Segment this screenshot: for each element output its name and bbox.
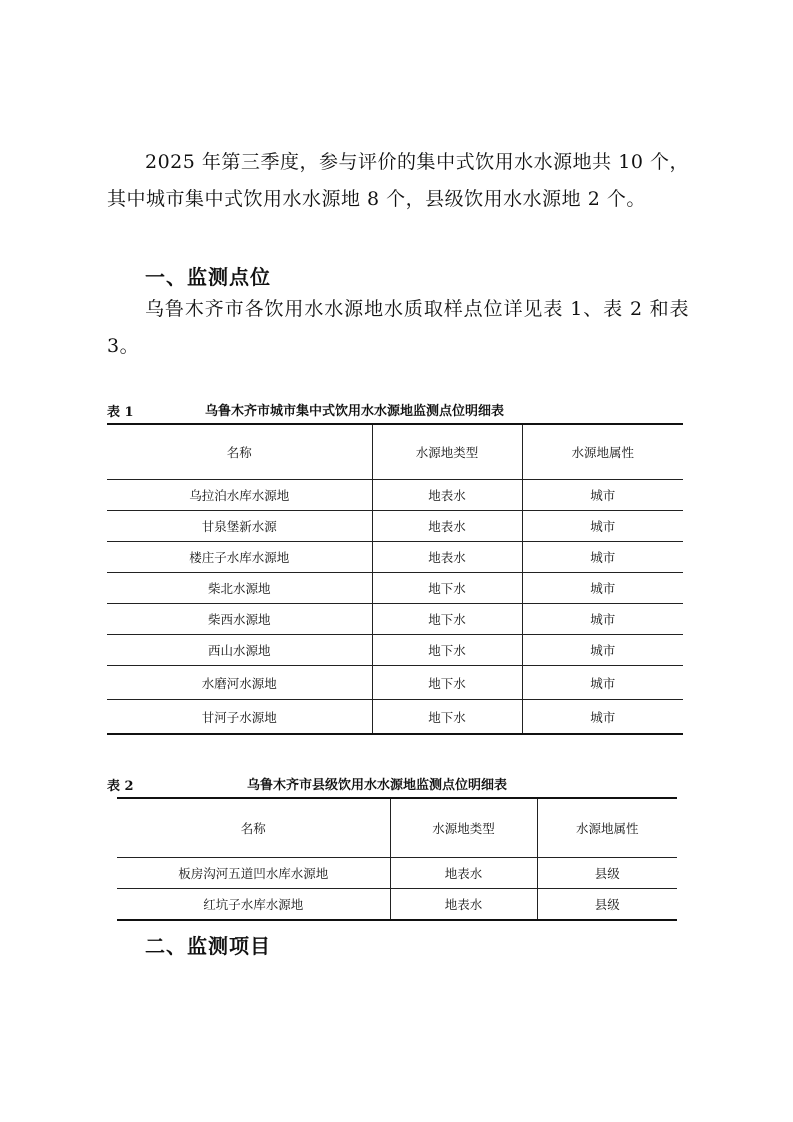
- cell-attribute: 县级: [537, 858, 677, 889]
- column-header-attribute: 水源地属性: [522, 424, 683, 480]
- cell-type: 地表水: [372, 480, 522, 511]
- cell-name: 红坑子水库水源地: [117, 889, 390, 921]
- column-header-name: 名称: [117, 798, 390, 858]
- cell-name: 板房沟河五道凹水库水源地: [117, 858, 390, 889]
- cell-name: 西山水源地: [107, 635, 372, 666]
- section-heading-monitoring-points: 一、监测点位: [145, 265, 271, 289]
- cell-type: 地下水: [372, 700, 522, 735]
- cell-attribute: 城市: [522, 480, 683, 511]
- cell-name: 柴北水源地: [107, 573, 372, 604]
- cell-name: 甘河子水源地: [107, 700, 372, 735]
- cell-name: 柴西水源地: [107, 604, 372, 635]
- cell-type: 地下水: [372, 573, 522, 604]
- cell-attribute: 城市: [522, 511, 683, 542]
- table1-title: 乌鲁木齐市城市集中式饮用水水源地监测点位明细表: [205, 404, 505, 419]
- table-row: [107, 542, 683, 573]
- table-row: [117, 889, 677, 921]
- table-row: [107, 480, 683, 511]
- cell-type: 地表水: [372, 542, 522, 573]
- column-header-attribute: 水源地属性: [537, 798, 677, 858]
- cell-name: 楼庄子水库水源地: [107, 542, 372, 573]
- cell-attribute: 县级: [537, 889, 677, 921]
- table-row: [107, 604, 683, 635]
- cell-name: 水磨河水源地: [107, 666, 372, 700]
- section-heading-monitoring-items: 二、监测项目: [145, 934, 271, 958]
- table-header-row: [107, 424, 683, 480]
- cell-type: 地表水: [372, 511, 522, 542]
- table-row: [107, 666, 683, 700]
- cell-type: 地表水: [390, 889, 537, 921]
- table-row: [107, 511, 683, 542]
- table1-label: 表 1: [107, 405, 134, 420]
- table-row: [107, 573, 683, 604]
- county-water-source-table: [117, 797, 677, 921]
- cell-attribute: 城市: [522, 573, 683, 604]
- cell-attribute: 城市: [522, 700, 683, 735]
- table-header-row: [117, 798, 677, 858]
- table-row: [107, 700, 683, 735]
- cell-attribute: 城市: [522, 604, 683, 635]
- column-header-type: 水源地类型: [372, 424, 522, 480]
- cell-name: 乌拉泊水库水源地: [107, 480, 372, 511]
- cell-attribute: 城市: [522, 542, 683, 573]
- column-header-name: 名称: [107, 424, 372, 480]
- city-water-source-table: [107, 423, 683, 735]
- cell-attribute: 城市: [522, 635, 683, 666]
- cell-type: 地下水: [372, 635, 522, 666]
- table2-label: 表 2: [107, 779, 134, 794]
- table2-title: 乌鲁木齐市县级饮用水水源地监测点位明细表: [247, 778, 508, 793]
- cell-type: 地表水: [390, 858, 537, 889]
- intro-paragraph: 2025 年第三季度，参与评价的集中式饮用水水源地共 10 个，其中城市集中式饮用水水源地 8 个，县级饮用水水源地 2 个。: [107, 151, 689, 210]
- sampling-points-paragraph: 乌鲁木齐市各饮用水水源地水质取样点位详见表 1、表 2 和表 3。: [107, 298, 689, 357]
- cell-attribute: 城市: [522, 666, 683, 700]
- cell-name: 甘泉堡新水源: [107, 511, 372, 542]
- cell-type: 地下水: [372, 604, 522, 635]
- table-row: [117, 858, 677, 889]
- column-header-type: 水源地类型: [390, 798, 537, 858]
- cell-type: 地下水: [372, 666, 522, 700]
- table-row: [107, 635, 683, 666]
